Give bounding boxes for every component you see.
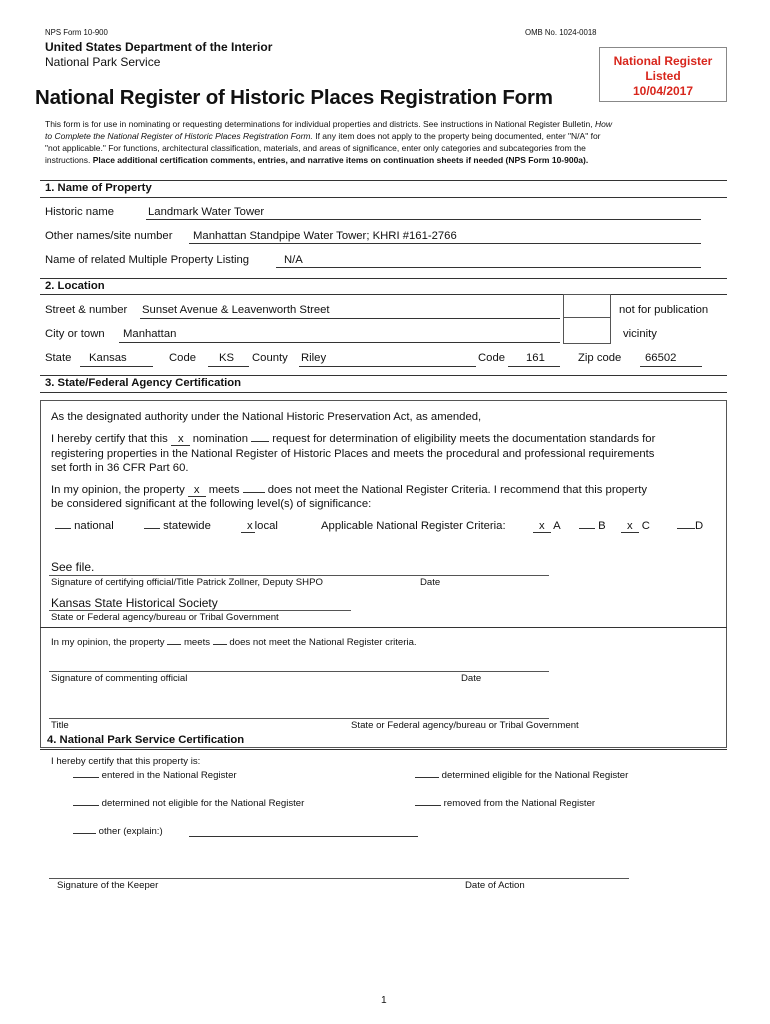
omb-number: OMB No. 1024-0018: [525, 28, 597, 37]
option-eligible: determined eligible for the National Register: [415, 770, 628, 781]
option-not-eligible: determined not eligible for the National Register: [73, 798, 304, 809]
section-2-heading: 2. Location: [45, 280, 105, 292]
certify-line-3: set forth in 36 CFR Part 60.: [51, 462, 189, 474]
form-number: NPS Form 10-900: [45, 28, 108, 37]
state-label: State: [45, 352, 72, 364]
keeper-signature-label: Signature of the Keeper: [57, 880, 159, 891]
authority-line: As the designated authority under the National Historic Preservation Act, as amended,: [51, 411, 482, 423]
other-names-value[interactable]: Manhattan Standpipe Water Tower; KHRI #161-2766: [193, 230, 457, 242]
county-field-line: [299, 366, 476, 367]
mpl-value[interactable]: N/A: [284, 254, 303, 266]
option-other: other (explain:): [73, 826, 163, 837]
does-not-meet-checkmark[interactable]: [243, 492, 265, 493]
nps-cert-intro: I hereby certify that this property is:: [51, 756, 201, 767]
entered-checkmark[interactable]: [73, 777, 99, 778]
department-name: United States Department of the Interior: [45, 40, 273, 54]
city-field-line: [119, 342, 560, 343]
city-label: City or town: [45, 328, 105, 340]
instructions-line-2: to Complete the National Register of Historic Places Registration Form. If any item does not apply to the property being documented, enter "N/A" for: [45, 131, 601, 141]
comment-opinion-line: In my opinion, the property meets does not meet the National Register criteria.: [51, 637, 417, 648]
section-2-heading-rule: [40, 294, 727, 295]
zip-label: Zip code: [578, 352, 622, 364]
certifying-signature-line: [49, 575, 549, 576]
other-names-label: Other names/site number: [45, 230, 173, 242]
agency-value[interactable]: Kansas State Historical Society: [51, 596, 218, 610]
request-checkmark[interactable]: [251, 441, 269, 442]
other-names-field-line: [189, 243, 701, 244]
listed-stamp: [599, 47, 727, 102]
comment-meets-checkmark[interactable]: [167, 644, 181, 645]
criterion-b: B: [579, 520, 606, 533]
agency-field-line: [49, 610, 351, 611]
certify-line-1: I hereby certify that this x nomination request for determination of eligibility meets the documentation standards for: [51, 433, 656, 445]
not-for-publication-label: not for publication: [619, 304, 709, 316]
eligible-checkmark[interactable]: [415, 777, 439, 778]
certifying-signature[interactable]: See file.: [51, 560, 95, 574]
county-code-label: Code: [478, 352, 506, 364]
comment-does-not-meet-checkmark[interactable]: [213, 644, 227, 645]
street-field-line: [140, 318, 560, 319]
section-1-top-rule: [40, 180, 727, 181]
other-checkmark[interactable]: [73, 833, 96, 834]
statewide-checkmark[interactable]: [144, 528, 160, 529]
mpl-field-line: [276, 267, 701, 268]
historic-name-value[interactable]: Landmark Water Tower: [148, 206, 265, 218]
county-value[interactable]: Riley: [301, 352, 327, 364]
nomination-checkmark[interactable]: x: [171, 433, 190, 446]
commenting-separator: [40, 627, 727, 628]
opinion-line-1: In my opinion, the property x meets does not meet the National Register Criteria. I recommend that this property: [51, 484, 648, 496]
section-4-heading: 4. National Park Service Certification: [47, 734, 245, 746]
certify-line-2: registering properties in the National Register of Historic Places and meets the procedural and professional requirements: [51, 448, 655, 460]
state-code-field-line: [208, 366, 249, 367]
certifying-signature-label: Signature of certifying official/Title Patrick Zollner, Deputy SHPO: [51, 577, 323, 588]
certifying-date-label: Date: [420, 577, 441, 588]
historic-name-label: Historic name: [45, 206, 115, 218]
other-explain-line[interactable]: [189, 836, 418, 837]
agency-name: National Park Service: [45, 55, 161, 69]
county-label: County: [252, 352, 288, 364]
stamp-line-1: National Register: [613, 54, 713, 68]
level-national: national: [55, 520, 114, 533]
level-local: x local: [241, 520, 278, 533]
page-number: 1: [381, 995, 387, 1006]
criterion-d: D: [677, 520, 703, 533]
street-value[interactable]: Sunset Avenue & Leavenworth Street: [142, 304, 330, 316]
form-title: National Register of Historic Places Registration Form: [35, 86, 553, 109]
level-statewide: statewide: [144, 520, 211, 533]
state-code-value[interactable]: KS: [219, 352, 235, 364]
opinion-line-2: be considered significant at the following level(s) of significance:: [51, 498, 372, 510]
vicinity-checkbox[interactable]: [563, 318, 611, 344]
removed-checkmark[interactable]: [415, 805, 441, 806]
section-3-top-rule: [40, 375, 727, 376]
option-removed: removed from the National Register: [415, 798, 595, 809]
section-3-heading-rule: [40, 392, 727, 393]
section-1-heading-rule: [40, 197, 727, 198]
not-eligible-checkmark[interactable]: [73, 805, 99, 806]
section-3-heading: 3. State/Federal Agency Certification: [45, 377, 242, 389]
instructions-line-1: This form is for use in nominating or requesting determinations for individual properties and districts. See instructions in National Register Bulletin, How: [45, 119, 612, 129]
national-checkmark[interactable]: [55, 528, 71, 529]
commenting-date-label: Date: [461, 673, 482, 684]
state-field-line: [80, 366, 153, 367]
street-label: Street & number: [45, 304, 128, 316]
criterion-b-checkmark[interactable]: [579, 528, 595, 529]
meets-checkmark[interactable]: x: [188, 484, 206, 497]
instructions-line-3: "not applicable." For functions, architectural classification, materials, and areas of significance, enter only categories and subcategories from the: [45, 143, 586, 153]
keeper-signature-line[interactable]: [49, 878, 629, 879]
commenting-signature-label: Signature of commenting official: [51, 673, 188, 684]
county-code-field-line: [508, 366, 560, 367]
stamp-line-2: Listed: [645, 69, 681, 83]
zip-field-line: [640, 366, 702, 367]
stamp-line-3: 10/04/2017: [632, 84, 694, 98]
state-value[interactable]: Kansas: [89, 352, 127, 364]
criterion-c: x C: [621, 520, 650, 533]
instructions-line-4: instructions. Place additional certification comments, entries, and narrative items on continuation sheets if needed (NPS Form 10-900a).: [45, 155, 589, 165]
commenting-agency-label: State or Federal agency/bureau or Tribal Government: [351, 720, 579, 731]
zip-value[interactable]: 66502: [645, 352, 677, 364]
section-2-top-rule: [40, 278, 727, 279]
criterion-a-checkmark[interactable]: x: [533, 520, 551, 533]
historic-name-field-line: [146, 219, 701, 220]
option-entered: entered in the National Register: [73, 770, 237, 781]
city-value[interactable]: Manhattan: [123, 328, 177, 340]
criterion-d-checkmark[interactable]: [677, 528, 695, 529]
section-1-heading: 1. Name of Property: [45, 182, 152, 194]
criteria-label: Applicable National Register Criteria:: [321, 520, 506, 532]
state-code-label: Code: [169, 352, 197, 364]
mpl-label: Name of related Multiple Property Listing: [45, 254, 250, 266]
section-4-heading-rule: [40, 749, 727, 750]
county-code-value[interactable]: 161: [526, 352, 545, 364]
title-label: Title: [51, 720, 69, 731]
commenting-signature-line[interactable]: [49, 671, 549, 672]
agency-label: State or Federal agency/bureau or Tribal Government: [51, 612, 279, 623]
local-checkmark[interactable]: x: [241, 520, 255, 533]
vicinity-label: vicinity: [623, 328, 657, 340]
date-of-action-label: Date of Action: [465, 880, 525, 891]
criterion-c-checkmark[interactable]: x: [621, 520, 639, 533]
not-for-publication-checkbox[interactable]: [563, 294, 611, 318]
title-field-line[interactable]: [49, 718, 549, 719]
criterion-a: x A: [533, 520, 561, 533]
